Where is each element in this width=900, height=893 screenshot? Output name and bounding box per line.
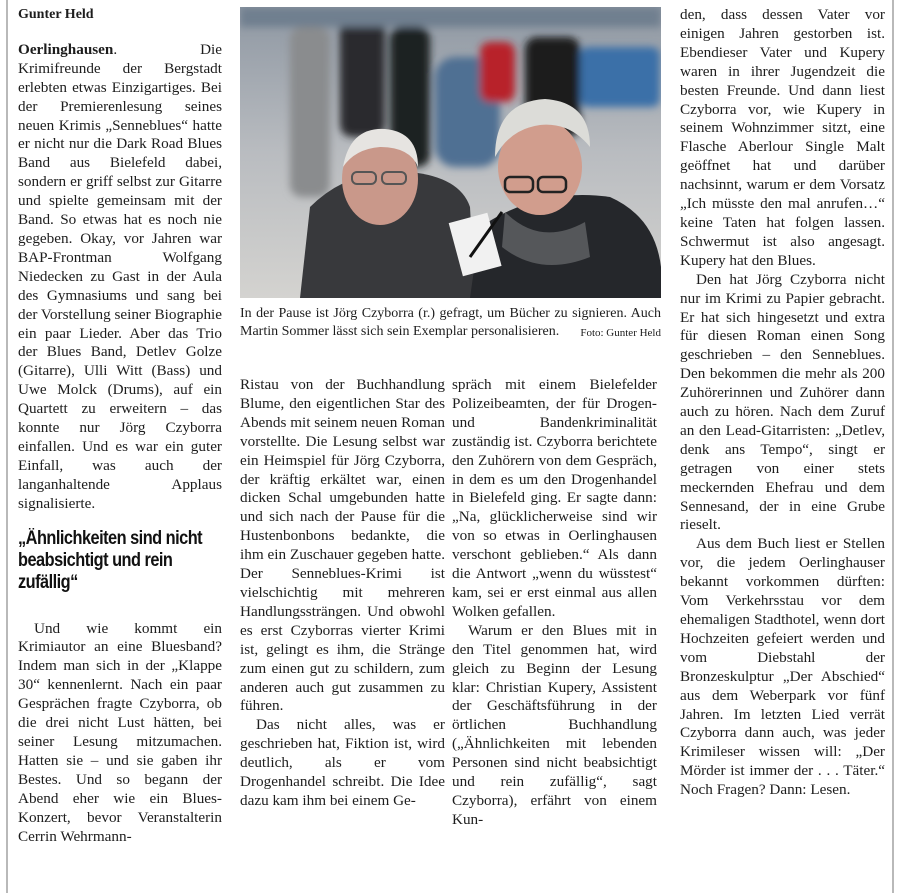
article-column-1 [18, 6, 222, 846]
article-column-4 [680, 6, 885, 800]
paragraph: spräch mit einem Bielefelder Polizeibeamten, der für Drogen- und Bandenkriminalität zuständig ist. Czyborra berichtete den Zuhörern von dem Gespräch, in dem es um den Drogenhandel in Bielefeld ging. Er sagte dann: „Na, glücklicherweise sind wir von so etwas in Oerlinghausen verschont geblieben.“ Als dann die Antwort „wenn du wüsstest“ kam, sei er erst einmal aus allen Wolken gefallen. [452, 376, 657, 620]
photo-illustration [240, 7, 661, 298]
paragraph: Ristau von der Buchhandlung Blume, den eigentlichen Star des Abends mit seinem neuen Roman vorstellte. Die Lesung selbst war ein Heimspiel für Jörg Czyborra, der kräftig erkältet war, einen dicken Schal umgebunden hatte und sich nach der Pause für die Hustenbonbons bedankte, die ihm ein Zuschauer gegeben hatte. Der Senneblues-Krimi ist vielschichtig mit mehreren Handlungssträngen. Und obwohl es erst Czyborras vierter Krimi ist, gelingt es ihm, die Stränge zum einen gut zu schildern, zum anderen auch gut zusammen zu führen. [240, 376, 445, 715]
photo-caption: In der Pause ist Jörg Czyborra (r.) gefragt, um Bücher zu signieren. Auch Martin Sommer lässt sich sein Exemplar personalisieren. [240, 306, 661, 339]
subheading: „Ähnlichkeiten sind nicht beabsichtigt und rein zufällig“ [18, 527, 203, 593]
paragraph: Den hat Jörg Czyborra nicht nur im Krimi zu Papier gebracht. Er hat sich hingesetzt und extra für diesen Roman einen Song geschrieben – den Senneblues. Den bekommen die mehr als 200 Zuhörerinnen und Zuhörer dann auch zu hören. Nach dem Zuruf an den Lead-Gitarristen: „Detlev, denk ans Tempo“, singt er getragen von einer stets meckernden Ehefrau und dem Sennesand, der in eine Grube rieselt. [680, 270, 885, 534]
photo-caption-block [240, 305, 661, 342]
paragraph: Das nicht alles, was er geschrieben hat, Fiktion ist, wird deutlich, als er vom Drogenhandel schreibt. Die Idee dazu kam ihm bei einem Ge- [240, 716, 445, 809]
lead-paragraph [18, 41, 222, 514]
article-photo [240, 7, 661, 298]
article-column-2 [240, 376, 445, 811]
photo-credit: Foto: Gunter Held [580, 326, 661, 339]
paragraph: Aus dem Buch liest er Stellen vor, die jedem Oerlinghauser bekannt vorkommen dürften: Vom Verkehrsstau vor dem ehemaligen Stadthotel, wenn dort Hochzeiten gefeiert werden und vom Diebstahl der Bronzeskulptur „Der Abschied“ aus dem Weberpark vor fünf Jahren. Im letzten Lied verrät Czyborra dann auch, was jeder Krimileser wissen will: „Der Mörder ist immer der . . . Täter.“ Noch Fragen? Dann: Lesen. [680, 535, 885, 799]
paragraph: Warum er den Blues mit in den Titel genommen hat, wird gleich zu Beginn der Lesung klar: Christian Kupery, Assistent der Geschäftsführung in der örtlichen Buchhandlung („Ähnlichkeiten mit lebenden Personen sind nicht beabsichtigt und rein zufällig“, sagt Czyborra), erfährt von einem Kun- [452, 621, 657, 828]
paragraph: Und wie kommt ein Krimiautor an eine Bluesband? Indem man sich in der „Klappe 30“ kennenlernt. Nach ein paar Gesprächen fragte Czyborra, ob die drei nicht Lust hätten, bei seiner Lesung mitzumachen. Hatten sie – und sie gaben ihr Bestes. Und so begann der Abend eher wie ein Blues-Konzert, bevor Veranstalterin Cerrin Wehrmann- [18, 619, 222, 845]
article-column-3 [452, 376, 657, 830]
dateline: Oerlinghausen [18, 40, 114, 58]
lead-text: . Die Krimifreunde der Bergstadt erlebten etwas Einzigartiges. Bei der Premierenlesung seines neuen Krimis „Senneblues“ hatte er nicht nur die Dark Road Blues Band aus Bielefeld dabei, sondern er griff selbst zur Gitarre und spielte gemeinsam mit der Band. So etwas hat es noch nie gegeben. Okay, vor Jahren war BAP-Frontman Wolfgang Niedecken zu Gast in der Aula des Gymnasiums und sang bei der Vorstellung seiner Biographie ein paar Lieder. Aber das Trio der Blues Band, Detlev Golze (Gitarre), Ulli Witt (Bass) und Uwe Molck (Drums), auf ein Quartett zu erweitern – das konnte nur Jörg Czyborra einfallen. Und es war ein guter Einfall, was auch der langanhaltende Applaus signalisierte. [18, 40, 223, 512]
author-byline: Gunter Held [18, 7, 94, 22]
paragraph: den, dass dessen Vater vor einigen Jahren gestorben ist. Ebendieser Vater und Kupery waren in ihrer Jugendzeit die besten Freunde. Und dann liest Czyborra vor, wie Kupery in seinem Wohnzimmer sitzt, eine Flasche Aberlour Single Malt geöffnet hat und darüber nachsinnt, warum er dem Vorsatz „Ich müsste den mal anrufen…“ keine Taten hat folgen lassen. Schwermut ist also angesagt. Kupery hat den Blues. [680, 6, 885, 269]
